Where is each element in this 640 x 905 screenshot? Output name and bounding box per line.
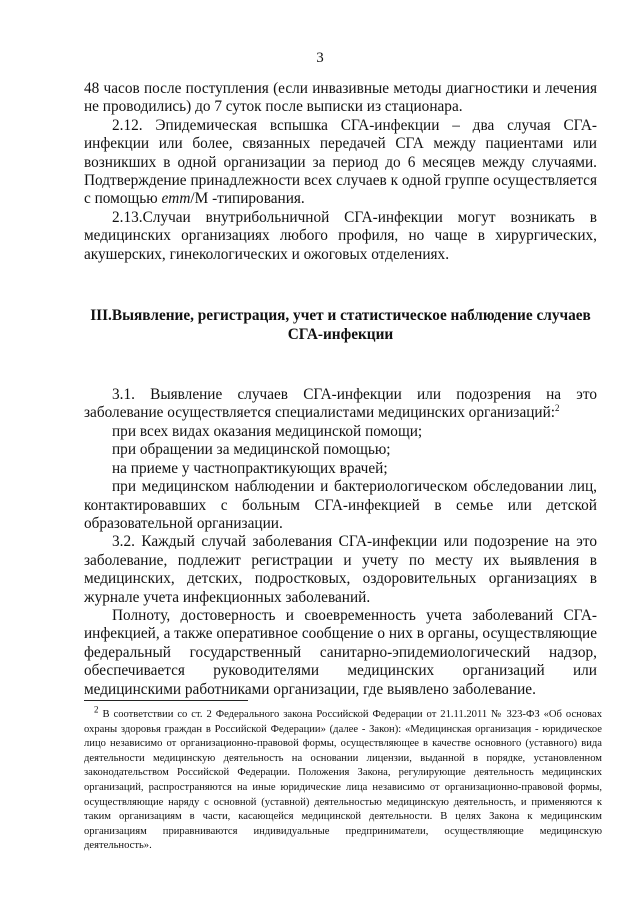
paragraph-2-12-text: 2.12. Эпидемическая вспышка СГА-инфекции – два случая СГА-инфекции или более, связанных передачей СГА между пациентами или возникших в одной организации за период до 6 месяцев между случаями. Подтверждение принадлежности всех случаев к одной группе осуществляется с помощью <box>84 116 597 208</box>
paragraph-continuation: 48 часов после поступления (если инвазивные методы диагностики и лечения не проводились) до 7 суток после выписки из стационара. <box>84 80 597 116</box>
paragraph-3-2: 3.2. Каждый случай заболевания СГА-инфекции или подозрение на это заболевание, подлежит регистрации и учету по месту их выявления в медицинских, детских, подростковых, оздоровительных организациях в журнале учета инфекционных заболеваний. <box>84 533 597 606</box>
list-item: при всех видах оказания медицинской помощи; <box>112 422 423 440</box>
footnote-text: В соответствии со ст. 2 Федерального закона Российской Федерации от 21.11.2011 № 323-ФЗ «Об основах охраны здоровья граждан в Российской Федерации» (далее - Закон): «Медицинская организация - юридическое лицо независимо от организационно-правовой формы, осуществляющее в качестве основного (уставного) вида деятельности медицинскую деятельность на основании лицензии, выданной в порядке, установленном законодательством Российской Федерации. Положения Закона, регулирующие деятельность медицинских организаций, распространяются на иные юридические лица независимо от организационно-правовой формы, осуществляющие наряду с основной (уставной) деятельностью медицинскую деятельность, и применяются к таким организациям в части, касающейся медицинской деятельности. В целях Закона к медицинским организациям приравниваются индивидуальные предприниматели, осуществляющие медицинскую деятельность». <box>84 709 602 852</box>
footnote-marker: 2 <box>555 403 560 414</box>
paragraph-2-12 <box>84 117 597 209</box>
footnote <box>84 704 602 854</box>
emm-italic: emm <box>161 190 191 208</box>
list-item: при медицинском наблюдении и бактериологическом обследовании лиц, контактировавших с больным СГА-инфекцией в семье или детской образовательной организации. <box>84 478 597 532</box>
paragraph-2-13: 2.13.Случаи внутрибольничной СГА-инфекции могут возникать в медицинских организациях любого профиля, но чаще в хирургических, акушерских, гинекологических и ожоговых отделениях. <box>84 208 597 263</box>
paragraph-3-1 <box>84 386 597 423</box>
list-item: при обращении за медицинской помощью; <box>112 441 391 459</box>
section-heading <box>84 306 597 344</box>
list-item: на приеме у частнопрактикующих врачей; <box>112 459 388 477</box>
footnote-divider <box>84 700 248 701</box>
section-heading-line-1: III.Выявление, регистрация, учет и статистическое наблюдение случаев <box>90 307 591 325</box>
section-heading-line-2: СГА-инфекции <box>287 326 394 344</box>
paragraph-3-1-text: 3.1. Выявление случаев СГА-инфекции или подозрения на это заболевание осуществляется специалистами медицинских организаций: <box>84 386 597 422</box>
paragraph-last: Полноту, достоверность и своевременность учета заболеваний СГА-инфекцией, а также оперативное сообщение о них в органы, осуществляющие федеральный государственный санитарно-эпидемиологический надзор, обеспечивается руководителями медицинских организаций или медицинскими работниками организации, где выявлено заболевание. <box>84 606 597 698</box>
footnote-number: 2 <box>94 704 99 715</box>
document-body <box>84 80 597 699</box>
page-number: 3 <box>316 50 324 66</box>
emm-suffix: /М -типирования. <box>190 190 305 208</box>
